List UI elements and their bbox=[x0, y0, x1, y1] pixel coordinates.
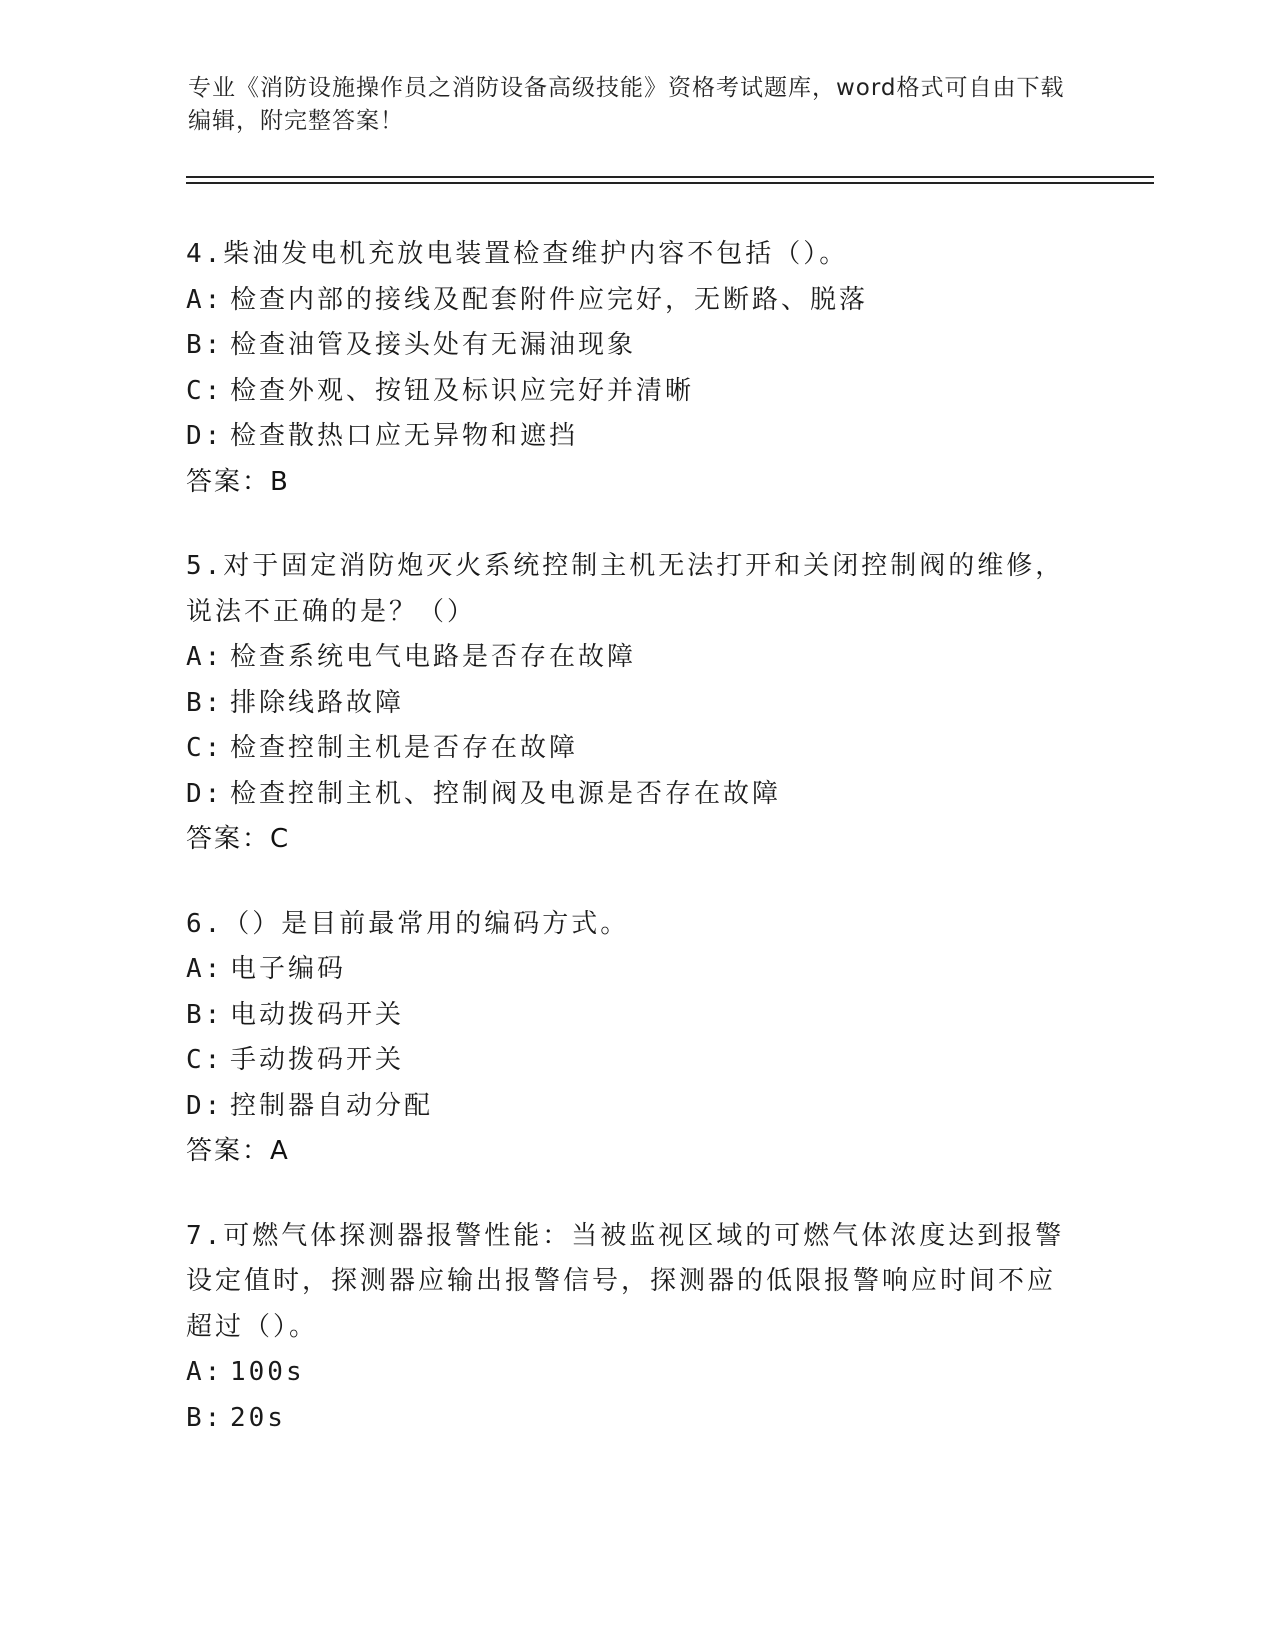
option-letter: B: bbox=[186, 330, 224, 360]
option-text: 检查控制主机、控制阀及电源是否存在故障 bbox=[230, 778, 782, 809]
option-letter: B: bbox=[186, 687, 224, 718]
option-letter: A: bbox=[186, 284, 224, 315]
option-text: 100s bbox=[230, 1357, 305, 1387]
option-letter: D: bbox=[186, 778, 224, 809]
option-b bbox=[186, 993, 1086, 1039]
option-letter: D: bbox=[186, 421, 224, 451]
option-letter: A: bbox=[186, 642, 224, 672]
option-text: 控制器自动分配 bbox=[230, 1090, 434, 1121]
option-text: 检查系统电气电路是否存在故障 bbox=[230, 642, 637, 672]
option-text: 检查外观、按钮及标识应完好并清晰 bbox=[230, 375, 695, 406]
option-text: 电动拨码开关 bbox=[230, 999, 405, 1030]
option-text: 检查内部的接线及配套附件应完好，无断路、脱落 bbox=[230, 284, 869, 315]
option-d bbox=[186, 414, 1086, 460]
option-a bbox=[186, 278, 1086, 324]
option-text: 检查控制主机是否存在故障 bbox=[230, 733, 579, 763]
option-d bbox=[186, 772, 1086, 818]
option-letter: A: bbox=[186, 954, 224, 984]
option-letter: A: bbox=[186, 1357, 224, 1387]
option-letter: C: bbox=[186, 375, 224, 406]
option-b bbox=[186, 1396, 1086, 1442]
question-stem: 4.柴油发电机充放电装置检查维护内容不包括（）。 bbox=[186, 239, 849, 269]
option-letter: D: bbox=[186, 1090, 224, 1121]
option-text: 检查油管及接头处有无漏油现象 bbox=[230, 330, 637, 360]
option-b bbox=[186, 681, 1086, 727]
question-stem: 7.可燃气体探测器报警性能：当被监视区域的可燃气体浓度达到报警设定值时，探测器应输出报警信号，探测器的低限报警响应时间不应超过（）。 bbox=[186, 1220, 1065, 1342]
question-stem: 5.对于固定消防炮灭火系统控制主机无法打开和关闭控制阀的维修，说法不正确的是？（） bbox=[186, 551, 1065, 627]
question-list bbox=[186, 232, 1086, 1480]
header-divider-bottom bbox=[186, 182, 1154, 184]
option-text: 排除线路故障 bbox=[230, 687, 405, 718]
answer-line: 答案：A bbox=[186, 1136, 290, 1166]
option-c bbox=[186, 369, 1086, 415]
question-stem: 6.（）是目前最常用的编码方式。 bbox=[186, 908, 630, 939]
option-letter: B: bbox=[186, 1402, 224, 1433]
option-text: 电子编码 bbox=[230, 954, 347, 984]
question-4 bbox=[186, 232, 1086, 505]
option-letter: C: bbox=[186, 1045, 224, 1075]
document-header: 专业《消防设施操作员之消防设备高级技能》资格考试题库，word格式可自由下载编辑，附完整答案！ bbox=[188, 75, 1065, 134]
question-5 bbox=[186, 544, 1086, 863]
option-text: 20s bbox=[230, 1402, 286, 1433]
option-d bbox=[186, 1084, 1086, 1130]
header-divider-top bbox=[186, 176, 1154, 178]
option-c bbox=[186, 1038, 1086, 1084]
answer-line: 答案：B bbox=[186, 466, 290, 497]
option-a bbox=[186, 947, 1086, 993]
question-7 bbox=[186, 1214, 1086, 1442]
option-c bbox=[186, 726, 1086, 772]
option-letter: B: bbox=[186, 999, 224, 1030]
option-letter: C: bbox=[186, 733, 224, 763]
option-text: 检查散热口应无异物和遮挡 bbox=[230, 421, 579, 451]
option-a bbox=[186, 635, 1086, 681]
answer-line: 答案：C bbox=[186, 824, 291, 854]
question-6 bbox=[186, 902, 1086, 1175]
option-b bbox=[186, 323, 1086, 369]
option-text: 手动拨码开关 bbox=[230, 1045, 405, 1075]
option-a bbox=[186, 1350, 1086, 1396]
